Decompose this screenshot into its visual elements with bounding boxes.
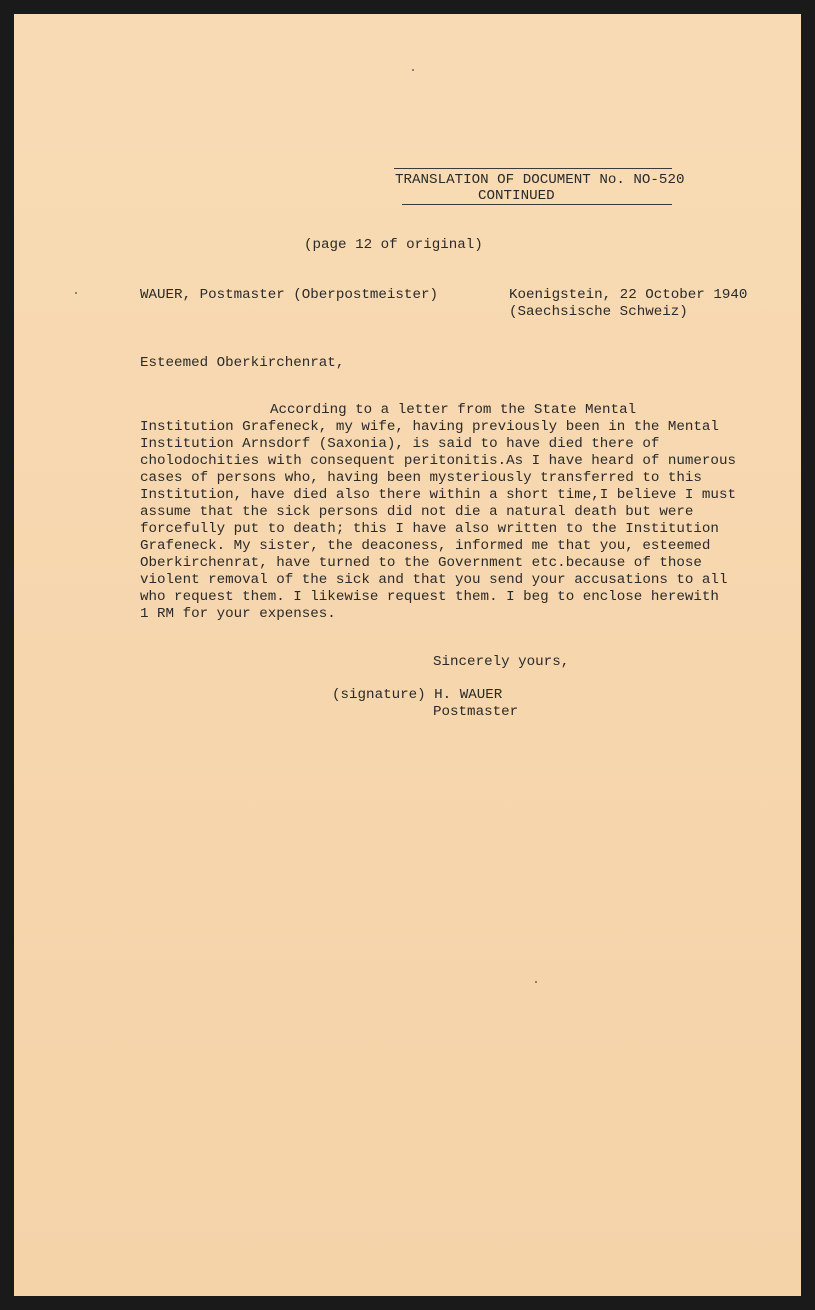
body-line: cholodochities with consequent peritonitis.As I have heard of numerous <box>140 453 736 469</box>
body-line: violent removal of the sick and that you send your accusations to all <box>140 572 728 588</box>
body-line: Institution Arnsdorf (Saxonia), is said to have died there of <box>140 436 660 452</box>
body-first-line: According to a letter from the State Mental <box>270 402 637 418</box>
paper-speck <box>75 292 77 294</box>
body-line: 1 RM for your expenses. <box>140 606 336 622</box>
place-region: (Saechsische Schweiz) <box>509 304 688 320</box>
continued-label: CONTINUED <box>478 188 555 204</box>
header-rule-top <box>394 168 672 169</box>
body-line: Institution, have died also there within a short time,I believe I must <box>140 487 736 503</box>
body-line: forcefully put to death; this I have also written to the Institution <box>140 521 719 537</box>
paper-speck <box>535 981 537 983</box>
body-line: Oberkirchenrat, have turned to the Government etc.because of those <box>140 555 702 571</box>
document-title: TRANSLATION OF DOCUMENT No. NO-520 <box>395 172 685 188</box>
signature-title: Postmaster <box>433 704 519 720</box>
body-line: who request them. I likewise request them. I beg to enclose herewith <box>140 589 719 605</box>
paper-speck <box>412 69 414 71</box>
body-line: cases of persons who, having been mysteriously transferred to this <box>140 470 702 486</box>
header-rule-bottom <box>402 204 672 205</box>
document-page <box>14 14 801 1296</box>
body-line: Institution Grafeneck, my wife, having previously been in the Mental <box>140 419 719 435</box>
body-line: assume that the sick persons did not die a natural death but were <box>140 504 694 520</box>
place-date: Koenigstein, 22 October 1940 <box>509 287 748 303</box>
salutation: Esteemed Oberkirchenrat, <box>140 355 345 371</box>
closing: Sincerely yours, <box>433 654 570 670</box>
signature-line: (signature) H. WAUER <box>332 687 503 703</box>
page-reference: (page 12 of original) <box>304 237 483 253</box>
body-line: Grafeneck. My sister, the deaconess, informed me that you, esteemed <box>140 538 711 554</box>
sender-line: WAUER, Postmaster (Oberpostmeister) <box>140 287 438 303</box>
